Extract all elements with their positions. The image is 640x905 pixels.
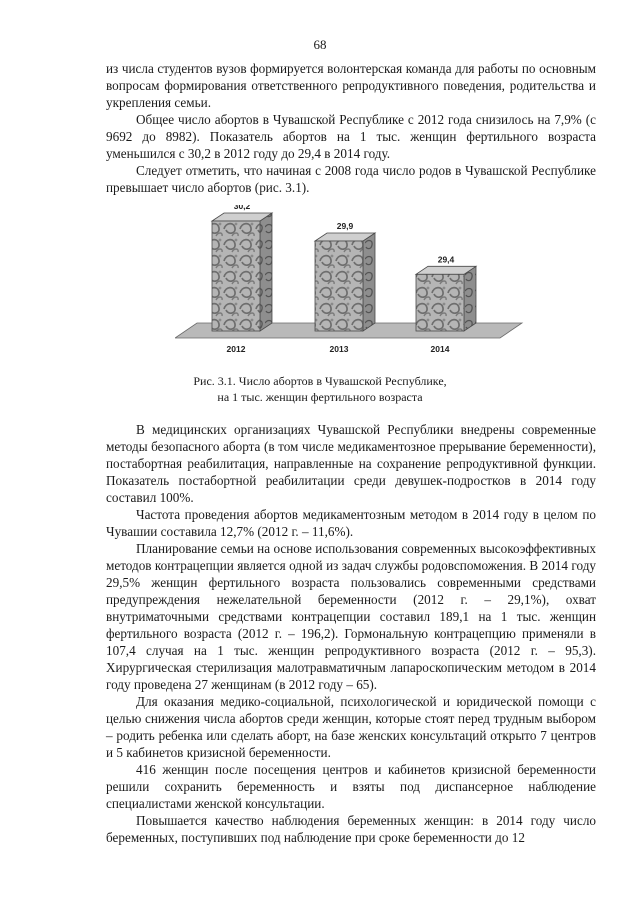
figure-caption [0, 373, 640, 405]
page-number: 68 [313, 37, 327, 52]
data-label: 29,4 [437, 254, 455, 265]
tick-label: 2014 [430, 344, 450, 354]
paragraph: Общее число абортов в Чувашской Республике с 2012 года снизилось на 7,9% (с 9692 до 8982). Показатель абортов на 1 тыс. женщин фертильного возраста уменьшился с 30,2 в 2012 году до 29,4 в 2014 году. [106, 112, 596, 161]
bar [212, 221, 260, 331]
bar [315, 241, 363, 331]
bar-side [363, 233, 375, 331]
caption-line-2: на 1 тыс. женщин фертильного возраста [217, 390, 423, 404]
figure-chart [175, 205, 535, 355]
paragraph: из числа студентов вузов формируется волонтерская команда для работы по основным вопросам формирования ответственного репродуктивного поведения, родительства и укрепления семьи. [106, 61, 596, 110]
tick-label: 2012 [226, 344, 246, 354]
paragraph: Частота проведения абортов медикаментозным методом в 2014 году в целом по Чувашии составила 12,7% (2012 г. – 11,6%). [106, 507, 596, 539]
paragraph: Для оказания медико-социальной, психологической и юридической помощи с целью снижения числа абортов среди женщин, которые стоят перед трудным выбором – родить ребенка или сделать аборт, на базе женских консультаций открыто 7 центров и 5 кабинетов кризисной беременности. [106, 694, 596, 760]
paragraph: Следует отметить, что начиная с 2008 года число родов в Чувашской Республике превышает число абортов (рис. 3.1). [106, 163, 596, 195]
tick-label: 2013 [329, 344, 349, 354]
paragraph: Планирование семьи на основе использования современных высокоэффективных методов контрацепции является одной из задач службы родовспоможения. В 2014 году 29,5% женщин фертильного возраста пользовались современными средствами предупреждения нежелательной беременности (2012 г. – 29,1%), охват внутриматочными средствами контрацепции составил 189,1 на 1 тыс. женщин фертильного возраста (2012 г. – 196,2). Гормональную контрацепцию применяли в 107,4 случая на 1 тыс. женщин репродуктивного возраста (2012 г. – 95,3). Хирургическая стерилизация малотравматичным лапароскопическим методом в 2014 году проведена 27 женщинам (в 2012 году – 65). [106, 541, 596, 692]
bar-side [464, 266, 476, 331]
bar-chart [175, 205, 535, 355]
bar [416, 274, 464, 331]
paragraph: 416 женщин после посещения центров и кабинетов кризисной беременности решили сохранить беременность и взяты под диспансерное наблюдение специалистами женской консультации. [106, 762, 596, 811]
bar-side [260, 213, 272, 331]
data-label: 30,2 [233, 205, 251, 211]
body-text-top [106, 60, 596, 196]
paragraph: Повышается качество наблюдения беременных женщин: в 2014 году число беременных, поступивших под наблюдение при сроке беременности до 12 [106, 813, 596, 845]
paragraph: В медицинских организациях Чувашской Республики внедрены современные методы безопасного аборта (в том числе медикаментозное прерывание беременности), постабортная реабилитация, направленные на сохранение репродуктивной функции. Показатель постабортной реабилитации среди девушек-подростков в 2014 году составил 100%. [106, 422, 596, 505]
caption-line-1: Рис. 3.1. Число абортов в Чувашской Республике, [193, 374, 447, 388]
body-text-bottom [106, 421, 596, 846]
data-label: 29,9 [336, 221, 354, 231]
